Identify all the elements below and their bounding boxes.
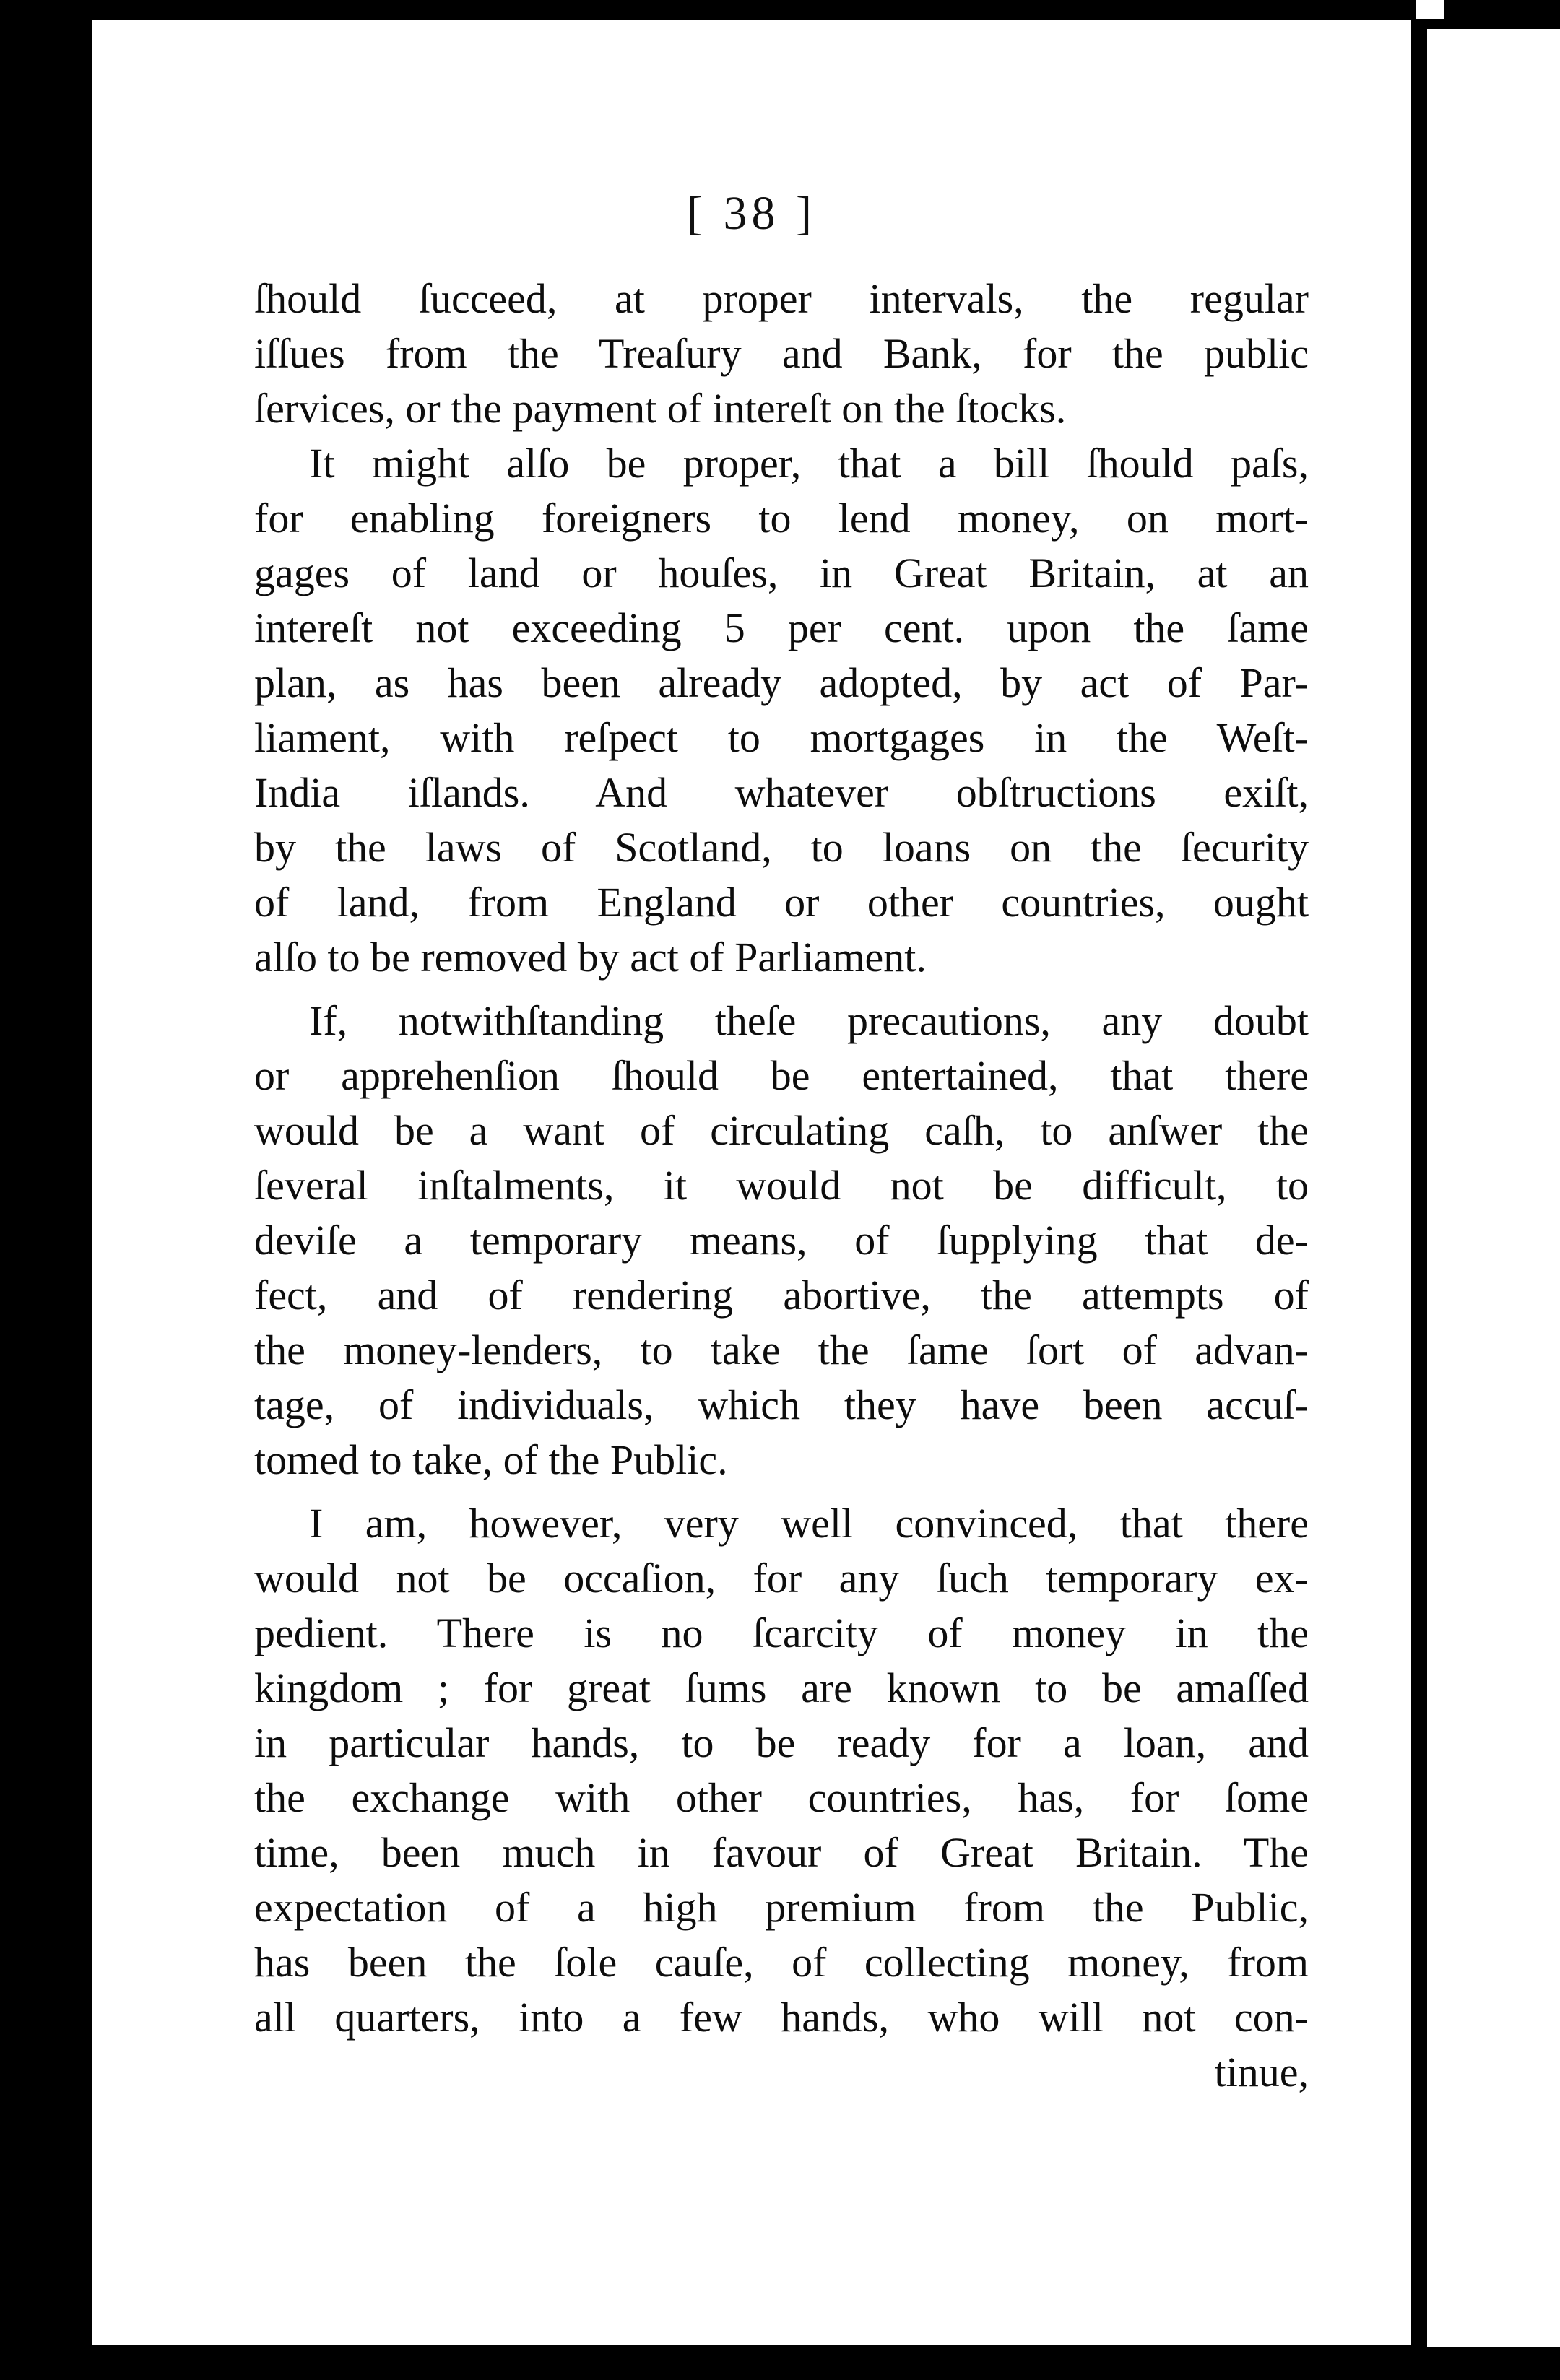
- text-line: tage, of individuals, which they have been accuſ-: [254, 1381, 1309, 1428]
- text-line: gages of land or houſes, in Great Britain, at an: [254, 550, 1309, 596]
- catchword: tinue,: [1214, 2049, 1309, 2095]
- text-line: would be a want of circulating caſh, to anſwer the: [254, 1107, 1309, 1154]
- text-line: iſſues from the Treaſury and Bank, for the public: [254, 330, 1309, 377]
- text-line: It might alſo be proper, that a bill ſhould paſs,: [309, 440, 1309, 487]
- text-line: in particular hands, to be ready for a loan, and: [254, 1719, 1309, 1766]
- text-line: kingdom ; for great ſums are known to be amaſſed: [254, 1664, 1309, 1711]
- text-line: by the laws of Scotland, to loans on the ſecurity: [254, 824, 1309, 871]
- text-line: ſervices, or the payment of intereſt on the ſtocks.: [254, 385, 1067, 432]
- text-line: liament, with reſpect to mortgages in the Weſt-: [254, 714, 1309, 761]
- text-line: for enabling foreigners to lend money, on mort-: [254, 495, 1309, 542]
- text-line: would not be occaſion, for any ſuch temporary ex-: [254, 1555, 1309, 1602]
- text-line: India iſlands. And whatever obſtructions exiſt,: [254, 769, 1309, 816]
- text-line: expectation of a high premium from the Public,: [254, 1884, 1309, 1931]
- adjacent-page-edge: [1427, 29, 1560, 2347]
- page-number: [ 38 ]: [687, 187, 816, 240]
- text-line: pedient. There is no ſcarcity of money in the: [254, 1610, 1309, 1656]
- text-line: intereſt not exceeding 5 per cent. upon the ſame: [254, 604, 1309, 651]
- text-line: ſeveral inſtalments, it would not be difficult, to: [254, 1162, 1309, 1209]
- text-line: plan, as has been already adopted, by act of Par-: [254, 659, 1309, 706]
- text-line: the money-lenders, to take the ſame ſort of advan-: [254, 1326, 1309, 1373]
- text-line: has been the ſole cauſe, of collecting money, from: [254, 1939, 1309, 1986]
- text-line: or apprehenſion ſhould be entertained, that there: [254, 1052, 1309, 1099]
- corner-mark: [1416, 0, 1444, 19]
- text-line: ſhould ſucceed, at proper intervals, the regular: [254, 275, 1309, 322]
- text-line: time, been much in favour of Great Britain. The: [254, 1829, 1309, 1876]
- text-line: alſo to be removed by act of Parliament.: [254, 934, 927, 981]
- text-line: fect, and of rendering abortive, the attempts of: [254, 1272, 1309, 1319]
- text-line: all quarters, into a few hands, who will not con-: [254, 1994, 1309, 2041]
- text-line: I am, however, very well convinced, that there: [309, 1500, 1309, 1547]
- text-line: If, notwithſtanding theſe precautions, any doubt: [309, 997, 1309, 1044]
- text-line: deviſe a temporary means, of ſupplying that de-: [254, 1217, 1309, 1264]
- text-line: the exchange with other countries, has, for ſome: [254, 1774, 1309, 1821]
- text-line: of land, from England or other countries, ought: [254, 879, 1309, 926]
- text-line: tomed to take, of the Public.: [254, 1436, 728, 1483]
- book-page: [92, 20, 1410, 2345]
- body-text: [254, 272, 1309, 2100]
